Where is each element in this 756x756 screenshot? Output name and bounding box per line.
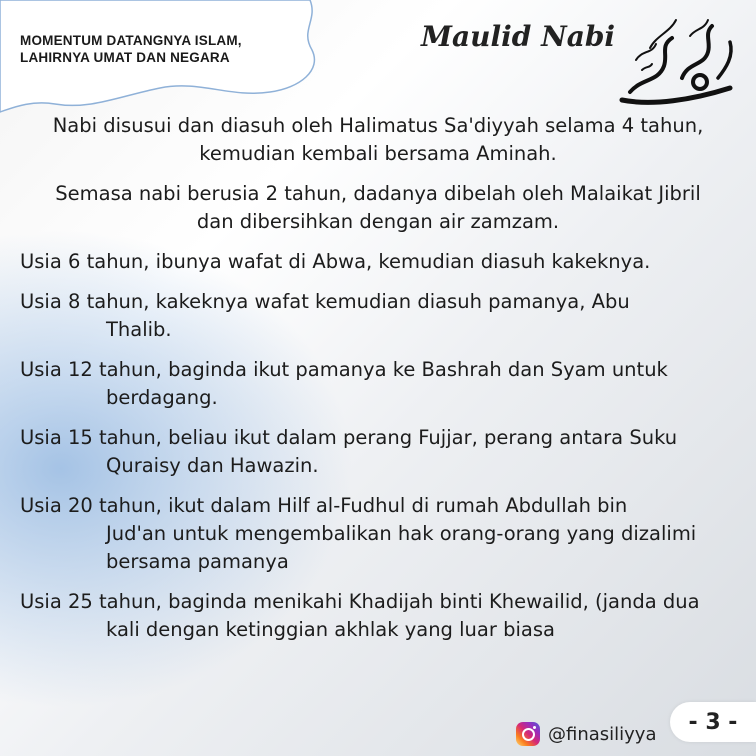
brand-title: Maulid Nabi <box>421 20 616 53</box>
topic-line-1: MOMENTUM DATANGNYA ISLAM, <box>20 33 242 48</box>
item-continuation-line: Quraisy dan Hawazin. <box>106 454 319 477</box>
social-footer <box>516 722 657 746</box>
item-first-line: Usia 15 tahun, beliau ikut dalam perang Fujjar, perang antara Suku <box>20 426 678 449</box>
item-first-line: Usia 25 tahun, baginda menikahi Khadijah binti Khewailid, (janda dua <box>20 590 700 613</box>
paragraph-nursing <box>20 112 736 168</box>
muhammad-calligraphy-icon <box>612 8 748 116</box>
list-item-age-6 <box>20 248 736 276</box>
list-item-age-20 <box>20 492 736 576</box>
topic-line-2: LAHIRNYA UMAT DAN NEGARA <box>20 50 230 65</box>
page-number-badge <box>670 702 756 742</box>
item-first-line: Usia 20 tahun, ikut dalam Hilf al-Fudhul di rumah Abdullah bin <box>20 494 628 517</box>
paragraph-line: dan dibersihkan dengan air zamzam. <box>196 210 560 233</box>
item-continuation-line: kali dengan ketinggian akhlak yang luar biasa <box>106 618 555 641</box>
item-continuation-line: bersama pamanya <box>106 550 289 573</box>
paragraph-line: kemudian kembali bersama Aminah. <box>199 142 557 165</box>
paragraph-line: Semasa nabi berusia 2 tahun, dadanya dibelah oleh Malaikat Jibril <box>55 182 701 205</box>
item-first-line: Usia 6 tahun, ibunya wafat di Abwa, kemudian diasuh kakeknya. <box>20 250 651 273</box>
item-continuation-line: Jud'an untuk mengembalikan hak orang-orang yang dizalimi <box>106 522 697 545</box>
paragraph-chest-cleansing <box>20 180 736 236</box>
page-number: - 3 - <box>688 709 738 735</box>
list-item-age-15 <box>20 424 736 480</box>
instagram-icon[interactable] <box>516 722 540 746</box>
list-item-age-8 <box>20 288 736 344</box>
history-content <box>20 112 736 656</box>
item-continuation-line: berdagang. <box>106 386 218 409</box>
list-item-age-12 <box>20 356 736 412</box>
list-item-age-25 <box>20 588 736 644</box>
item-first-line: Usia 12 tahun, baginda ikut pamanya ke Bashrah dan Syam untuk <box>20 358 668 381</box>
instagram-handle[interactable]: @finasiliyya <box>548 723 657 745</box>
topic-heading <box>20 32 242 66</box>
item-continuation-line: Thalib. <box>106 318 172 341</box>
item-first-line: Usia 8 tahun, kakeknya wafat kemudian diasuh pamanya, Abu <box>20 290 630 313</box>
paragraph-line: Nabi disusui dan diasuh oleh Halimatus Sa'diyyah selama 4 tahun, <box>52 114 704 137</box>
